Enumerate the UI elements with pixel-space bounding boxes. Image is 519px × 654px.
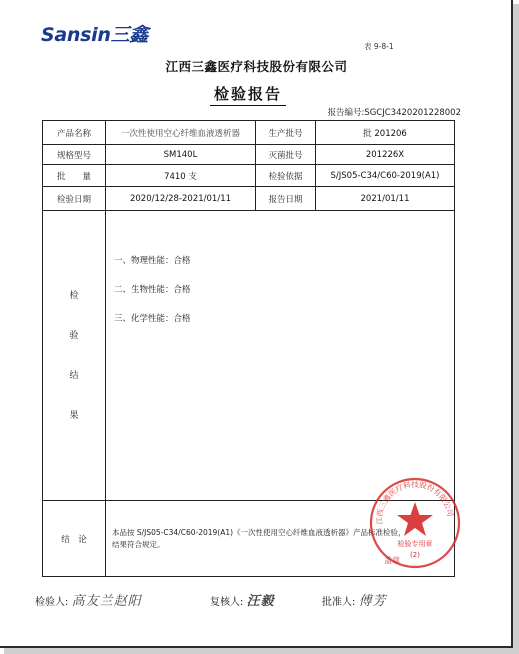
company-name: 江西三鑫医疗科技股份有限公司 xyxy=(165,59,348,74)
form-number: 表 9-8-1 xyxy=(364,42,394,51)
results-cell xyxy=(106,211,455,501)
seal-star-icon xyxy=(397,502,433,536)
conclusion-line-2: 结果符合规定。 xyxy=(112,539,165,549)
inspector-sig: 高友兰赵阳 xyxy=(71,594,142,609)
result-chemical: 三、化学性能：合格 xyxy=(114,314,191,324)
reviewer-label: 复核人: xyxy=(210,597,244,608)
batch-no-label: 生产批号 xyxy=(256,121,316,145)
spec-label: 规格型号 xyxy=(43,145,106,165)
batch-no-value: 批 201206 xyxy=(316,121,455,145)
page-shadow-right xyxy=(513,4,519,654)
report-date-value: 2021/01/11 xyxy=(316,187,455,211)
basis-value: S/JS05-C34/C60-2019(A1) xyxy=(316,165,455,187)
report-number-label: 报告编号: xyxy=(327,108,365,118)
seal-sub: 检验专用章 xyxy=(397,540,433,548)
report-date-label: 报告日期 xyxy=(256,187,316,211)
results-label-char: 结 xyxy=(69,370,79,381)
test-date-value: 2020/12/28-2021/01/11 xyxy=(106,187,256,211)
report-number-value: SGCJC3420201228002 xyxy=(364,108,461,118)
seal-text: 江西三鑫医疗科技股份有限公司 xyxy=(374,479,455,525)
stamp-label: 盖章 xyxy=(384,556,400,565)
steril-no-value: 201226X xyxy=(316,145,455,165)
conclusion-label: 结 论 xyxy=(43,501,106,577)
inspector-signature xyxy=(35,590,142,609)
results-label-char: 验 xyxy=(69,330,79,341)
product-name-value: 一次性使用空心纤维血液透析器 xyxy=(106,121,256,145)
conclusion-line-1: 本品按 S/JS05-C34/C60-2019(A1)《一次性使用空心纤维血液透析器》产品标准检验， xyxy=(112,527,406,537)
company-logo xyxy=(41,20,148,47)
report-title: 检验报告 xyxy=(210,83,286,106)
inspector-label: 检验人: xyxy=(35,597,69,608)
approver-signature xyxy=(322,590,387,609)
result-physical: 一、物理性能：合格 xyxy=(114,256,191,266)
spec-value: SM140L xyxy=(106,145,256,165)
product-name-label: 产品名称 xyxy=(43,121,106,145)
reviewer-signature xyxy=(210,590,275,609)
approver-label: 批准人: xyxy=(322,597,356,608)
page-shadow-bottom xyxy=(4,648,519,654)
official-seal xyxy=(368,476,462,570)
logo-latin: Sansin xyxy=(41,24,111,46)
steril-no-label: 灭菌批号 xyxy=(256,145,316,165)
logo-cn: 三鑫 xyxy=(110,24,148,46)
lot-size-label: 批 量 xyxy=(43,165,106,187)
lot-size-value: 7410 支 xyxy=(106,165,256,187)
results-label-char: 检 xyxy=(69,290,79,301)
approver-sig: 傅芳 xyxy=(358,594,387,609)
seal-number: (2) xyxy=(410,551,420,559)
result-biological: 二、生物性能：合格 xyxy=(114,285,191,295)
results-label xyxy=(43,211,106,501)
basis-label: 检验依据 xyxy=(256,165,316,187)
test-date-label: 检验日期 xyxy=(43,187,106,211)
report-number xyxy=(327,106,461,118)
results-label-char: 果 xyxy=(69,410,79,421)
reviewer-sig: 汪毅 xyxy=(246,594,275,609)
